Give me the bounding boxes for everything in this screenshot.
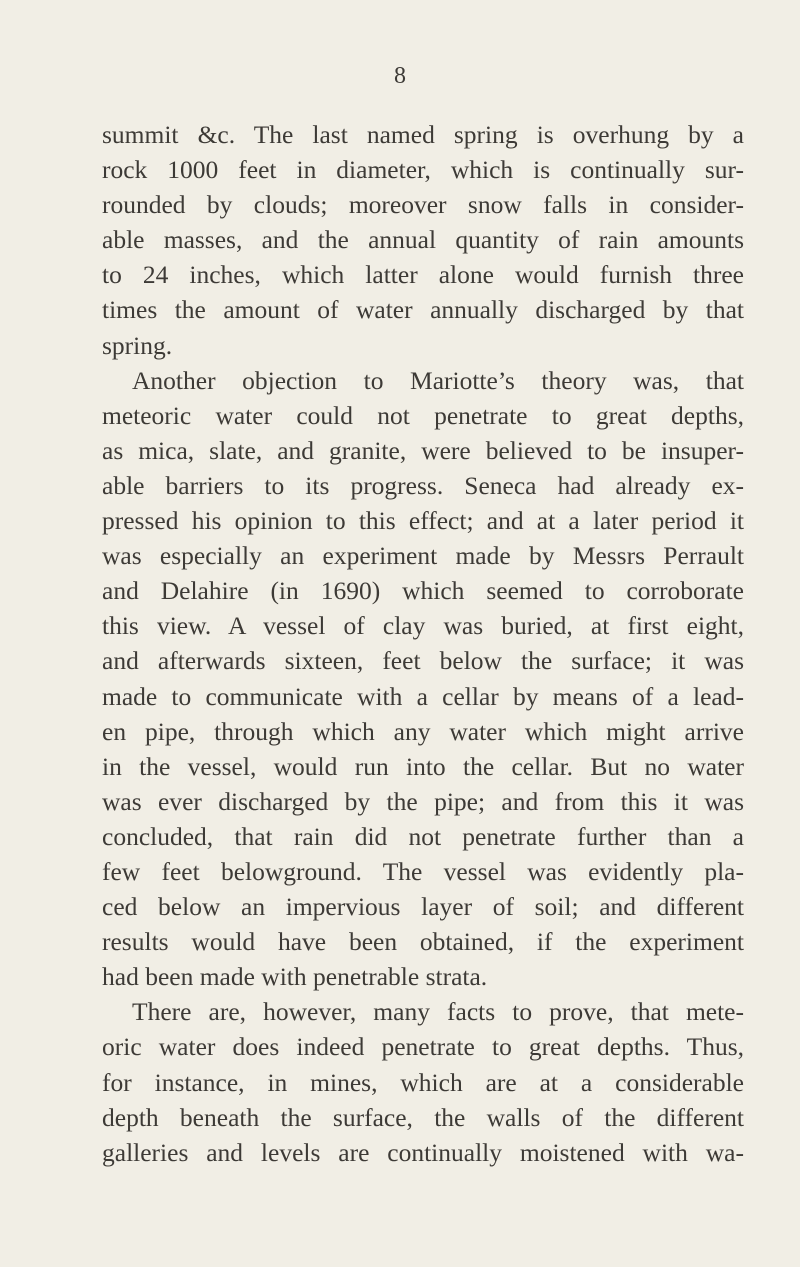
text-line: as mica, slate, and granite, were believed to be insuper- [102,435,744,465]
text-line: to 24 inches, which latter alone would furnish three [102,260,744,290]
text-line: and afterwards sixteen, feet below the surface; it was [102,646,744,676]
text-line: concluded, that rain did not penetrate further than a [102,821,744,851]
text-line: this view. A vessel of clay was buried, at first eight, [102,611,744,641]
text-line: ced below an impervious layer of soil; and different [102,892,744,922]
text-line: galleries and levels are continually moistened with wa- [102,1137,744,1167]
paragraph-2 [102,363,744,995]
text-line: depth beneath the surface, the walls of the different [102,1102,744,1132]
text-line: en pipe, through which any water which might arrive [102,716,744,746]
text-line: times the amount of water annually discharged by that [102,295,744,325]
text-line: pressed his opinion to this effect; and at a later period it [102,506,744,536]
text-line: rock 1000 feet in diameter, which is continually sur- [102,155,744,185]
text-line: summit &c. The last named spring is overhung by a [102,120,744,149]
text-line: results would have been obtained, if the experiment [102,927,744,957]
text-line: in the vessel, would run into the cellar. But no water [102,751,744,781]
text-line: rounded by clouds; moreover snow falls in consider- [102,190,744,220]
text-line: able masses, and the annual quantity of rain amounts [102,225,744,255]
text-line: made to communicate with a cellar by means of a lead- [102,681,744,711]
text-line: was ever discharged by the pipe; and from this it was [102,786,744,816]
text-line: oric water does indeed penetrate to great depths. Thus, [102,1032,744,1062]
text-line: spring. [102,330,173,360]
paragraph-3 [102,994,744,1169]
paragraph-1 [102,117,744,363]
page-number: 8 [394,63,406,89]
body-text [102,117,744,1170]
text-line: and Delahire (in 1690) which seemed to corroborate [102,576,744,606]
text-line: meteoric water could not penetrate to great depths, [102,400,744,430]
text-line: for instance, in mines, which are at a considerable [102,1067,744,1097]
text-line: was especially an experiment made by Messrs Perrault [102,541,744,571]
text-line: There are, however, many facts to prove, that mete- [132,997,744,1027]
text-line: Another objection to Mariotte’s theory was, that [132,365,744,395]
text-line: able barriers to its progress. Seneca had already ex- [102,470,744,500]
text-line: few feet belowground. The vessel was evidently pla- [102,856,744,886]
text-line: had been made with penetrable strata. [102,962,488,992]
